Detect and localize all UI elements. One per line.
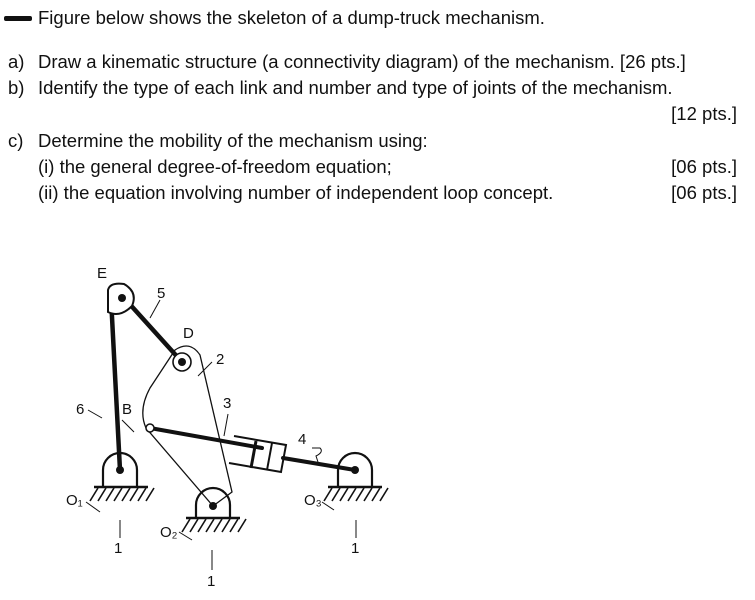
joint-e	[118, 294, 126, 302]
leader-lines	[86, 300, 356, 570]
label-link-5: 5	[157, 285, 166, 302]
ground-support-o2	[182, 488, 246, 532]
question-c-part-i-points: [06 pts.]	[671, 156, 737, 177]
label-o3: O₃	[304, 492, 322, 509]
pivot-o1	[116, 466, 124, 474]
label-link-3: 3	[223, 395, 232, 412]
question-b-label: b)	[8, 77, 25, 98]
question-c-part-ii-text: (ii) the equation involving number of independent loop concept.	[38, 182, 554, 203]
label-o2: O₂	[160, 524, 178, 541]
label-link-2: 2	[216, 351, 225, 368]
question-c-text: Determine the mobility of the mechanism using:	[38, 130, 428, 151]
link-4-cylinder	[229, 436, 355, 472]
label-ground-1b: 1	[207, 573, 216, 590]
pivot-o2	[209, 502, 217, 510]
label-e: E	[97, 265, 108, 282]
joint-d	[178, 358, 186, 366]
question-c-label: c)	[8, 130, 24, 151]
pivot-o3	[351, 466, 359, 474]
question-b-points: [12 pts.]	[671, 103, 737, 124]
intro-text: Figure below shows the skeleton of a dump-truck mechanism.	[38, 7, 545, 28]
ground-support-o1	[90, 453, 154, 501]
link-5	[126, 300, 182, 362]
label-ground-1c: 1	[351, 540, 360, 557]
label-ground-1a: 1	[114, 540, 123, 557]
question-c-part-i-text: (i) the general degree-of-freedom equation;	[38, 156, 392, 177]
question-c-part-ii-points: [06 pts.]	[671, 182, 737, 203]
question-b-text: Identify the type of each link and number and type of joints of the mechanism.	[38, 77, 673, 98]
link-6	[111, 298, 120, 470]
label-link-4: 4	[298, 431, 307, 448]
label-o1: O₁	[66, 492, 83, 509]
ground-support-o3	[324, 453, 388, 501]
joint-b-ring	[146, 424, 154, 432]
label-b: B	[122, 401, 133, 418]
label-link-6: 6	[76, 401, 85, 418]
question-a-text: Draw a kinematic structure (a connectivity diagram) of the mechanism. [26 pts.]	[38, 51, 686, 72]
label-d: D	[183, 325, 194, 342]
question-a-label: a)	[8, 51, 25, 72]
